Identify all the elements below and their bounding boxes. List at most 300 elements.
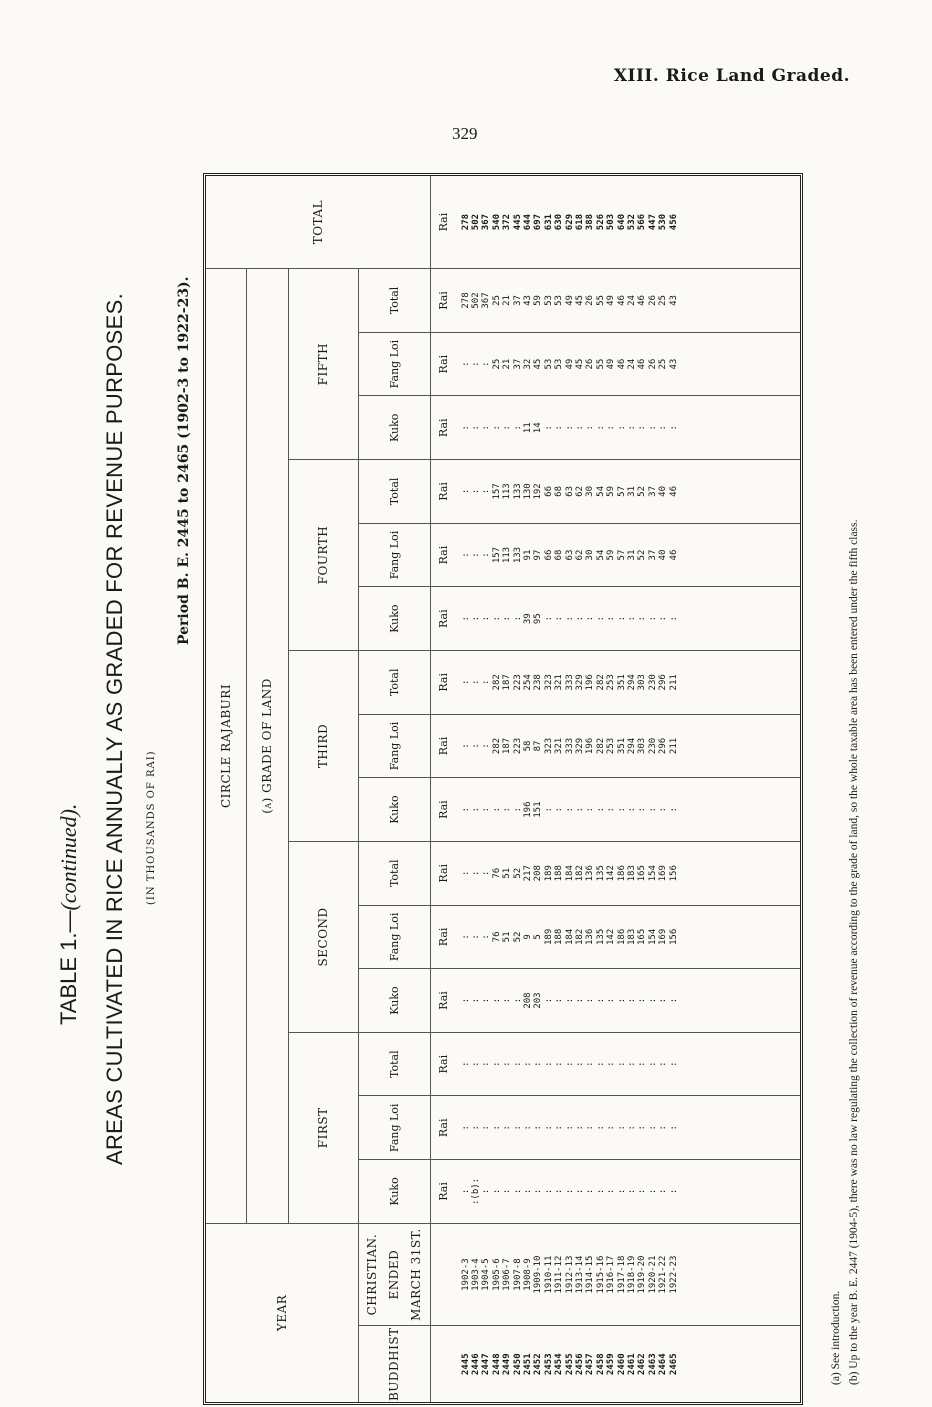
table-cell: 1910-11 bbox=[543, 1255, 554, 1294]
table-cell: : bbox=[627, 1061, 637, 1067]
table-cell: : bbox=[491, 615, 502, 622]
table-cell: : bbox=[606, 425, 617, 431]
table-cell: : bbox=[554, 615, 565, 622]
table-cell: : bbox=[606, 1188, 617, 1195]
table-cell: 87 bbox=[533, 740, 544, 752]
table-cell: : bbox=[606, 806, 617, 813]
table-cell: 447 bbox=[647, 213, 658, 231]
table-cell: 182 bbox=[574, 928, 585, 946]
page-number: 329 bbox=[452, 124, 478, 143]
table-cell: : bbox=[460, 361, 471, 367]
table-cell: 189 bbox=[543, 865, 554, 882]
col-third-kuko bbox=[457, 778, 801, 842]
table-cell: 540 bbox=[491, 213, 502, 231]
table-cell: : bbox=[647, 1061, 658, 1067]
table-cell: 37 bbox=[512, 358, 523, 370]
table-cell: 630 bbox=[554, 213, 565, 231]
table-cell: : bbox=[502, 806, 513, 813]
table-cell: : bbox=[564, 997, 575, 1004]
table-cell: 156 bbox=[668, 865, 679, 882]
table-cell: 1921-22 bbox=[658, 1255, 669, 1294]
col-second-fang-loi bbox=[457, 905, 801, 969]
table-cell: 192 bbox=[533, 483, 544, 500]
table-cell: : bbox=[616, 806, 627, 813]
table-cell: : bbox=[658, 615, 669, 622]
table-cell: 502 bbox=[470, 292, 481, 309]
col-buddhist bbox=[457, 1326, 801, 1402]
table-cell: : bbox=[460, 870, 471, 876]
table-cell: : bbox=[627, 1125, 637, 1131]
table-cell: 188 bbox=[554, 928, 565, 946]
table-cell: : bbox=[668, 806, 679, 813]
header-year: YEAR bbox=[206, 1223, 358, 1402]
table-cell: : bbox=[470, 870, 481, 876]
table-cell: : bbox=[481, 997, 492, 1004]
table-cell: 323 bbox=[543, 674, 554, 691]
unit-label: Rai bbox=[430, 332, 457, 396]
table-cell: 25 bbox=[658, 358, 669, 370]
table-cell: : bbox=[481, 934, 492, 940]
running-header: XIII. Rice Land Graded. bbox=[613, 66, 850, 86]
table-cell: 46 bbox=[668, 485, 679, 497]
header-fourth: FOURTH bbox=[288, 460, 358, 651]
table-cell: : bbox=[658, 1188, 669, 1195]
table-cell: 631 bbox=[543, 213, 554, 231]
col-third-total bbox=[457, 651, 801, 715]
table-cell: 1916-17 bbox=[606, 1255, 617, 1294]
table-cell: : bbox=[564, 1061, 575, 1067]
table-cell: : bbox=[460, 1061, 471, 1067]
table-cell: 294 bbox=[627, 737, 637, 755]
table-cell: : bbox=[637, 1125, 648, 1131]
table-cell: : bbox=[668, 615, 679, 622]
table-cell: 503 bbox=[606, 213, 617, 231]
header-buddhist: BUDDHIST bbox=[358, 1326, 430, 1402]
table-cell: 63 bbox=[564, 485, 575, 497]
table-cell: 189 bbox=[543, 928, 554, 946]
table-cell: 187 bbox=[502, 737, 513, 755]
table-cell: 211 bbox=[668, 674, 679, 691]
table-cell: 1912-13 bbox=[564, 1255, 575, 1294]
unit-label: Rai bbox=[430, 1096, 457, 1160]
table-cell: 37 bbox=[512, 295, 523, 306]
table-cell: 2454 bbox=[554, 1353, 565, 1376]
table-cell: 644 bbox=[522, 213, 533, 231]
table-cell: 456 bbox=[668, 213, 679, 231]
table-cell: 59 bbox=[533, 295, 544, 306]
table-cell: : bbox=[554, 806, 565, 813]
table-cell: : bbox=[522, 1061, 533, 1067]
table-cell: : bbox=[481, 425, 492, 431]
table-cell: 26 bbox=[647, 295, 658, 306]
table-cell: 1911-12 bbox=[554, 1255, 565, 1294]
table-cell: 2452 bbox=[533, 1353, 544, 1376]
table-cell: : bbox=[658, 997, 669, 1004]
header-third: THIRD bbox=[288, 651, 358, 842]
sub-total: Total bbox=[358, 841, 430, 905]
header-fifth: FIFTH bbox=[288, 269, 358, 460]
table-cell: 2450 bbox=[512, 1353, 523, 1376]
table-cell: 52 bbox=[637, 485, 648, 497]
table-cell: : bbox=[502, 1125, 513, 1131]
table-cell: : bbox=[502, 425, 513, 431]
table-cell: 11 bbox=[522, 422, 533, 434]
table-cell: 76 bbox=[491, 867, 502, 879]
table-cell: 169 bbox=[658, 865, 669, 882]
table-cell: : bbox=[512, 1061, 523, 1067]
table-cell: : bbox=[585, 1188, 596, 1195]
table-cell: 333 bbox=[564, 737, 575, 755]
table-cell: 45 bbox=[574, 295, 585, 306]
table-cell: 66 bbox=[543, 549, 554, 561]
table-cell: : bbox=[606, 1061, 617, 1067]
table-cell: : bbox=[460, 997, 471, 1004]
table-cell: : bbox=[481, 1061, 492, 1067]
table-cell: : bbox=[554, 1125, 565, 1131]
table-cell: 37 bbox=[647, 485, 658, 497]
col-fourth-kuko bbox=[457, 587, 801, 651]
table-cell: : bbox=[491, 425, 502, 431]
table-cell: 142 bbox=[606, 865, 617, 882]
table-cell: : bbox=[574, 615, 585, 622]
table-cell: : bbox=[543, 1125, 554, 1131]
table-cell: 278 bbox=[460, 292, 471, 309]
col-fifth-total bbox=[457, 269, 801, 333]
table-cell: : bbox=[491, 1061, 502, 1067]
table-cell: : bbox=[647, 1125, 658, 1131]
table-cell: 388 bbox=[585, 213, 596, 231]
table-cell: 43 bbox=[522, 295, 533, 306]
table-cell: : bbox=[554, 1061, 565, 1067]
table-cell: : bbox=[637, 615, 648, 622]
table-cell: : bbox=[522, 1188, 533, 1195]
table-cell: 182 bbox=[574, 865, 585, 882]
table-cell: 68 bbox=[554, 485, 565, 497]
table-cell: : bbox=[637, 997, 648, 1004]
table-cell: 183 bbox=[627, 865, 637, 882]
table-cell: : bbox=[647, 425, 658, 431]
table-cell: 351 bbox=[616, 737, 627, 755]
table-cell: : bbox=[585, 1125, 596, 1131]
header-circle: CIRCLE RAJABURI bbox=[206, 269, 246, 1224]
table-cell: : bbox=[554, 1188, 565, 1195]
table-cell: 43 bbox=[668, 358, 679, 370]
table-cell: 278 bbox=[460, 213, 471, 231]
table-cell: : bbox=[606, 1125, 617, 1131]
table-cell: 296 bbox=[658, 737, 669, 755]
units-note: (IN THOUSANDS OF RAI) bbox=[146, 750, 157, 905]
table-cell: : bbox=[658, 1125, 669, 1131]
unit-label: Rai bbox=[430, 651, 457, 715]
table-cell: 1917-18 bbox=[616, 1255, 627, 1294]
table-cell: : bbox=[574, 997, 585, 1004]
table-cell: 130 bbox=[522, 483, 533, 500]
sub-total: Total bbox=[358, 460, 430, 524]
table-cell: : bbox=[470, 1061, 481, 1067]
table-cell: 1913-14 bbox=[574, 1255, 585, 1294]
table-cell: 618 bbox=[574, 213, 585, 231]
table-cell: 31 bbox=[627, 485, 637, 497]
table-cell: 230 bbox=[647, 737, 658, 755]
table-cell: 25 bbox=[491, 358, 502, 370]
table-cell: : bbox=[512, 806, 523, 813]
period-label: Period B. E. 2445 to 2465 (1902-3 to 1922-23). bbox=[176, 276, 192, 645]
table-cell: : bbox=[481, 679, 492, 686]
table-cell: 2449 bbox=[502, 1353, 513, 1376]
table-cell: 95 bbox=[533, 613, 544, 625]
table-cell: : bbox=[616, 615, 627, 622]
table-cell: : bbox=[637, 425, 648, 431]
table-cell: 196 bbox=[585, 737, 596, 755]
table-cell: 2456 bbox=[574, 1353, 585, 1376]
table-cell: : bbox=[481, 488, 492, 495]
col-second-kuko bbox=[457, 969, 801, 1033]
unit-label: Rai bbox=[430, 1160, 457, 1224]
header-first: FIRST bbox=[288, 1032, 358, 1223]
table-cell: 57 bbox=[616, 549, 627, 561]
table-cell: : bbox=[574, 1061, 585, 1067]
table-cell: : bbox=[460, 1125, 471, 1131]
sub-fang-loi: Fang Loi bbox=[358, 1096, 430, 1160]
table-cell: : bbox=[574, 1125, 585, 1131]
table-cell: 66 bbox=[543, 485, 554, 497]
table-cell: 1922-23 bbox=[668, 1255, 679, 1294]
table-cell: : bbox=[543, 1061, 554, 1067]
sub-kuko: Kuko bbox=[358, 396, 430, 460]
table-cell: : bbox=[470, 1125, 481, 1131]
table-cell: 154 bbox=[647, 865, 658, 882]
table-cell: : bbox=[491, 1125, 502, 1131]
table-cell: 165 bbox=[637, 865, 648, 882]
table-cell: 54 bbox=[595, 549, 606, 561]
table-cell: 26 bbox=[585, 295, 596, 306]
table-cell: 1904-5 bbox=[481, 1258, 492, 1291]
table-cell: 2463 bbox=[647, 1353, 658, 1376]
table-cell: : bbox=[595, 425, 606, 431]
table-cell: : bbox=[574, 806, 585, 813]
table-cell: 2462 bbox=[637, 1353, 648, 1376]
table-cell: 203 bbox=[533, 992, 544, 1009]
table-cell: 9 bbox=[522, 934, 533, 940]
sub-fang-loi: Fang Loi bbox=[358, 332, 430, 396]
table-cell: 223 bbox=[512, 737, 523, 755]
table-cell: 40 bbox=[658, 549, 669, 561]
table-cell: 142 bbox=[606, 928, 617, 946]
table-cell: 2459 bbox=[606, 1353, 617, 1376]
table-cell: : bbox=[460, 552, 471, 558]
table-cell: 24 bbox=[627, 295, 637, 306]
unit-label: Rai bbox=[430, 523, 457, 587]
unit-label: Rai bbox=[430, 176, 457, 269]
table-cell: : bbox=[627, 1188, 637, 1195]
table-cell: 37 bbox=[647, 549, 658, 561]
table-subtitle: AREAS CULTIVATED IN RICE ANNUALLY AS GRADED FOR REVENUE PURPOSES. bbox=[102, 293, 127, 1165]
table-cell: 367 bbox=[481, 213, 492, 231]
header-second: SECOND bbox=[288, 841, 358, 1032]
table-cell: 2447 bbox=[481, 1353, 492, 1376]
table-cell: : bbox=[647, 615, 658, 622]
table-cell: 59 bbox=[606, 485, 617, 497]
table-cell: 49 bbox=[606, 358, 617, 370]
table-cell: 187 bbox=[502, 674, 513, 691]
table-cell: 282 bbox=[491, 674, 502, 691]
table-cell: : bbox=[585, 806, 596, 813]
table-cell: : bbox=[533, 1188, 544, 1195]
table-cell: 184 bbox=[564, 865, 575, 882]
table-cell: 303 bbox=[637, 737, 648, 755]
table-cell: 157 bbox=[491, 546, 502, 564]
table-cell: : bbox=[470, 552, 481, 558]
table-cell: : bbox=[502, 1061, 513, 1067]
table-cell: 1919-20 bbox=[637, 1255, 648, 1294]
table-cell: 46 bbox=[616, 358, 627, 370]
sub-kuko: Kuko bbox=[358, 778, 430, 842]
sub-total: Total bbox=[358, 651, 430, 715]
table-cell: : bbox=[491, 806, 502, 813]
table-cell: 169 bbox=[658, 928, 669, 946]
table-cell: : bbox=[668, 1061, 679, 1067]
table-cell: 53 bbox=[554, 295, 565, 306]
table-cell: : bbox=[481, 615, 492, 622]
table-cell: 296 bbox=[658, 674, 669, 691]
table-cell: 502 bbox=[470, 213, 481, 231]
table-cell: 133 bbox=[512, 483, 523, 500]
footnote-b: (b) Up to the year B. E. 2447 (1904-5), there was no law regulating the collection of revenue according to the grade of land, so the whole taxable area has been entered under the fifth class. bbox=[848, 519, 860, 1385]
table-cell: 1909-10 bbox=[533, 1255, 544, 1294]
sub-total: Total bbox=[358, 1032, 430, 1096]
table-cell: 26 bbox=[647, 358, 658, 370]
table-cell: : bbox=[658, 806, 669, 813]
table-cell: 157 bbox=[491, 483, 502, 500]
table-cell: 697 bbox=[533, 213, 544, 231]
table-cell: : bbox=[460, 1188, 471, 1195]
table-cell: 184 bbox=[564, 928, 575, 946]
table-cell: 188 bbox=[554, 865, 565, 882]
table-cell: : bbox=[564, 1125, 575, 1131]
col-fifth-fang-loi bbox=[457, 332, 801, 396]
table-cell: : bbox=[470, 934, 481, 940]
table-cell: 1918-19 bbox=[627, 1255, 637, 1294]
table-cell: 51 bbox=[502, 867, 513, 879]
table-cell: 238 bbox=[533, 674, 544, 691]
unit-label: Rai bbox=[430, 841, 457, 905]
table-cell: 53 bbox=[543, 358, 554, 370]
table-cell: : bbox=[585, 425, 596, 431]
table-cell: : bbox=[543, 425, 554, 431]
table-cell: 32 bbox=[522, 358, 533, 370]
table-cell: 68 bbox=[554, 549, 565, 561]
unit-label: Rai bbox=[430, 778, 457, 842]
table-cell: : bbox=[481, 743, 492, 749]
table-cell: : bbox=[470, 806, 481, 813]
table-cell: : bbox=[627, 615, 637, 622]
table-cell: 1920-21 bbox=[647, 1255, 658, 1294]
table-cell: 1915-16 bbox=[595, 1255, 606, 1294]
table-cell: 329 bbox=[574, 737, 585, 755]
table-cell: 186 bbox=[616, 865, 627, 882]
col-first-total bbox=[457, 1032, 801, 1096]
table-cell: 51 bbox=[502, 931, 513, 943]
table-cell: 49 bbox=[606, 295, 617, 306]
table-cell: 1902-3 bbox=[460, 1258, 471, 1291]
table-cell: 165 bbox=[637, 928, 648, 946]
unit-label: Rai bbox=[430, 969, 457, 1033]
table-cell: : bbox=[627, 425, 637, 431]
table-cell: : bbox=[637, 806, 648, 813]
table-cell: : bbox=[512, 615, 523, 622]
table-cell: 321 bbox=[554, 674, 565, 691]
table-cell: 45 bbox=[533, 358, 544, 370]
table-cell: 45 bbox=[574, 358, 585, 370]
table-cell: 59 bbox=[606, 549, 617, 561]
header-total: TOTAL bbox=[206, 176, 430, 269]
table-cell: : bbox=[616, 1125, 627, 1131]
table-cell: 40 bbox=[658, 485, 669, 497]
table-cell: : bbox=[616, 1061, 627, 1067]
sub-kuko: Kuko bbox=[358, 587, 430, 651]
table-cell: : bbox=[460, 615, 471, 622]
header-grade: (a) GRADE OF LAND bbox=[246, 269, 288, 1224]
table-cell: : bbox=[668, 425, 679, 431]
table-cell: 30 bbox=[585, 549, 596, 561]
table-cell: : bbox=[512, 1125, 523, 1131]
table-cell: : bbox=[470, 997, 481, 1004]
table-cell: : bbox=[460, 679, 471, 686]
unit-label: Rai bbox=[430, 905, 457, 969]
table-cell: 31 bbox=[627, 549, 637, 561]
table-cell: 321 bbox=[554, 737, 565, 755]
table-cell: 2458 bbox=[595, 1353, 606, 1376]
table-cell: : bbox=[574, 1188, 585, 1195]
unit-label: Rai bbox=[430, 714, 457, 778]
table-cell: : bbox=[595, 615, 606, 622]
sub-fang-loi: Fang Loi bbox=[358, 523, 430, 587]
table-cell: : bbox=[595, 806, 606, 813]
table-cell: :(b): bbox=[470, 1177, 481, 1205]
table-cell: 30 bbox=[585, 485, 596, 497]
table-cell: 372 bbox=[502, 213, 513, 231]
unit-label: Rai bbox=[430, 460, 457, 524]
table-cell: 113 bbox=[502, 483, 513, 500]
table-cell: 63 bbox=[564, 549, 575, 561]
table-cell: 25 bbox=[658, 295, 669, 306]
table-cell: 91 bbox=[522, 549, 533, 561]
sub-fang-loi: Fang Loi bbox=[358, 714, 430, 778]
table-cell: : bbox=[564, 806, 575, 813]
table-cell: 211 bbox=[668, 737, 679, 755]
col-third-fang-loi bbox=[457, 714, 801, 778]
table-cell: 76 bbox=[491, 931, 502, 943]
table-cell: 49 bbox=[564, 295, 575, 306]
sub-kuko: Kuko bbox=[358, 969, 430, 1033]
table-cell: 1906-7 bbox=[502, 1258, 513, 1291]
table-cell: : bbox=[491, 1188, 502, 1195]
table-cell: 333 bbox=[564, 674, 575, 691]
table-cell: : bbox=[470, 743, 481, 749]
table-cell: 186 bbox=[616, 928, 627, 946]
table-cell: : bbox=[668, 1188, 679, 1195]
table-cell: 629 bbox=[564, 213, 575, 231]
table-cell: 526 bbox=[595, 213, 606, 231]
table-cell: 43 bbox=[668, 295, 679, 306]
table-cell: 53 bbox=[554, 358, 565, 370]
table-cell: 135 bbox=[595, 865, 606, 882]
table-cell: 253 bbox=[606, 737, 617, 755]
table-cell: 97 bbox=[533, 549, 544, 561]
table-cell: 217 bbox=[522, 865, 533, 882]
table-cell: : bbox=[460, 488, 471, 495]
col-first-kuko bbox=[457, 1160, 801, 1224]
